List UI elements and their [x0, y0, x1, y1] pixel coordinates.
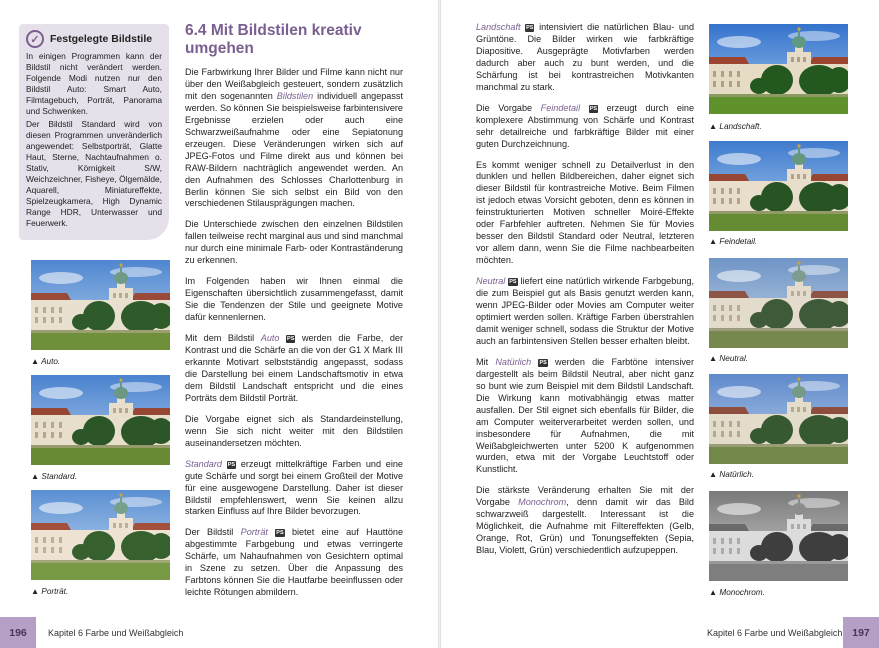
page-footer: Kapitel 6 Farbe und Weißabgleich	[48, 627, 184, 638]
paragraph: Mit Natürlich PS werden die Farbtöne intensiver dargestellt als beim Bildstil Neutral, aber nicht ganz so bunt wie zum Beispiel mit dem Bildstil Landschaft. Die Wirkung kann motivabhängig etwas matter ausfallen. Der Stil eignet sich ebenfalls für Bilder, die am Computer weiterverarbeitet werden sollen, und insbesondere für Aufnahmen, die mit Weißabgleichwerten unter 5200 K aufgenommen wurden, etwa mit der Vorgabe Leuchtstoff oder Kunstlicht.	[476, 356, 695, 475]
palace-image	[31, 260, 170, 350]
picture-style-icon: PS	[526, 25, 534, 31]
page-footer: Kapitel 6 Farbe und Weißabgleich	[707, 627, 843, 638]
paragraph: Die Vorgabe Feindetail PS erzeugt durch eine komplexere Abstimmung von Schärfe und Kontrast sehr detailreiche und farbkräftige Bilder mit einer guten Durchzeichnung.	[476, 102, 695, 149]
caption-finedetail: ▲ Feindetail.	[709, 237, 758, 246]
photo-portrait	[31, 490, 170, 580]
paragraph: Standard PS erzeugt mittelkräftige Farben und eine gute Schärfe und sorgt bei einem Großteil der Motive für eine ausgewogene Darstellung. Daher ist dieser Bildstil empfehlenswert, wenn Sie keinen allzu starken Einfluss auf Ihre Bilder bevorzugen.	[185, 458, 403, 517]
picture-style-icon: PS	[287, 336, 295, 343]
paragraph: Die Farbwirkung Ihrer Bilder und Filme kann nicht nur über den Weißabgleich gesteuert, sondern zusätzlich mit den sogenannten Bildstilen individuell angepasst werden. So können Sie beispielsweise farbintensivere Ergebnisse erzielen oder auch eine Schwarzweißaufnahme oder eine Sepiatonung erzeugen. Diese Veränderungen wirken sich auf JPEG-Fotos und Filme direkt aus und können bei RAW-Bildern nachträglich angewendet werden. An den Aufnahmen des Schlosses Charlottenburg in Berlin können Sie sich selbst ein Bild von den verschiedenen Stilausprägungen machen.	[185, 67, 403, 209]
palace-image	[709, 258, 848, 348]
info-box-text-2: Der Bildstil Standard wird von diesen Programmen unveränderlich angewendet: Selbstporträt, Glatte Haut, Sterne, Nachtaufnahmen o. Stativ, Körnigkeit S/W, Weichzeichner, Fisheye, Ölgemälde, Aquarell, Miniatureffekte, Spielzeugkamera, High Dynamic Range HDR, Unterwasser und Feuerwerk.	[26, 119, 162, 228]
picture-style-icon: PS	[589, 105, 598, 112]
photo-natural	[709, 374, 848, 464]
section-heading: 6.4 Mit Bildstilen kreativ umgehen	[185, 22, 362, 57]
paragraph: Der Bildstil Porträt PS bietet eine auf Hauttöne abgestimmte Farbgebung und etwas verringerte Schärfe, um Nahaufnahmen von Gesichtern optimal in Szene zu setzen. Über die Anpassung des Farbtons können Sie die Hautfarbe beeinflussen oder leichte Rötungen abmildern.	[185, 527, 403, 598]
paragraph: Die Vorgabe eignet sich als Standardeinstellung, wenn Sie sich nicht weiter mit den Bildstilen auseinandersetzen möchten.	[185, 413, 403, 448]
caption-landscape: ▲ Landschaft.	[709, 122, 762, 131]
caption-monochrome: ▲ Monochrom.	[709, 588, 765, 597]
picture-style-icon: PS	[509, 279, 517, 286]
caption-natural: ▲ Natürlich.	[709, 470, 754, 479]
checkmark-icon: ✓	[26, 30, 44, 48]
palace-image	[31, 375, 170, 465]
caption-portrait: ▲ Porträt.	[31, 587, 69, 596]
left-text-column	[185, 22, 403, 608]
picture-style-icon: PS	[539, 359, 547, 366]
info-box-header	[26, 30, 162, 48]
picture-style-icon: PS	[276, 530, 284, 537]
photo-landscape	[709, 24, 848, 114]
palace-image	[31, 490, 170, 580]
palace-image	[709, 24, 848, 114]
right-page	[441, 0, 879, 648]
photo-standard	[31, 375, 170, 465]
palace-image	[709, 491, 848, 581]
palace-image	[709, 374, 848, 464]
paragraph: Mit dem Bildstil Auto PS werden die Farbe, der Kontrast und die Schärfe an die von der G1 X Mark III erkannte Motivart selbstständig angepasst, sodass die Darstellung bei einem Landschaftsmotiv in etwa dem Bildstil Landschaft entspricht und die eines Porträts dem Bildstil Porträt.	[185, 333, 404, 403]
photo-finedetail	[709, 141, 848, 231]
page-number: 197	[843, 617, 879, 648]
picture-style-icon: PS	[227, 461, 236, 468]
paragraph: Neutral PS liefert eine natürlich wirkende Farbgebung, die zum Beispiel gut als Basis genutzt werden kann, wenn JPEG-Bilder oder Movies am Computer weiter optimiert werden sollen. Kräftige Farben überstrahlen damit weniger schnell, sodass die Struktur der Motive auch an farbintensiven Stellen besser erhalten bleibt.	[476, 276, 694, 346]
photo-neutral	[709, 258, 848, 348]
info-box	[19, 24, 169, 240]
caption-standard: ▲ Standard.	[31, 472, 77, 481]
paragraph: Im Folgenden haben wir Ihnen einmal die Eigenschaften übersichtlich zusammengefasst, damit Sie die Tendenzen der Stile und geeignete Motive dafür kennenlernen.	[185, 276, 403, 323]
info-box-text-1: In einigen Programmen kann der Bildstil nicht verändert werden. Folgende Modi nutzen nur den Bildstil Auto: Smart Auto, Filmtagebuch, Porträt, Panorama und Schwenken.	[26, 51, 162, 116]
paragraph: Die stärkste Veränderung erhalten Sie mit der Vorgabe Monochrom, denn damit wir das Bild schwarzweiß dargestellt. Interessant ist die Möglichkeit, die Aufnahme mit Filtereffekten (Gelb, Orange, Rot, Grün) und Tonungseffekten (Sepia, Blau, Violett, Grün) verschiedentlich aufzupeppen.	[476, 485, 694, 556]
caption-neutral: ▲ Neutral.	[709, 354, 749, 363]
palace-image	[709, 141, 848, 231]
info-box-title: Festgelegte Bildstile	[50, 33, 153, 45]
page-number: 196	[0, 617, 36, 648]
right-text-column	[476, 22, 694, 566]
paragraph: Landschaft PS intensiviert die natürlichen Blau- und Grüntöne. Die Bilder wirken wie farbkräftige Diapositive. Ausgeprägte Motivfarben werden dadurch aber auch zu bunt werden, und die Schärfung ist bei kontrastreichen Motivkanten manchmal zu stark.	[476, 22, 695, 92]
caption-auto: ▲ Auto.	[31, 357, 61, 366]
photo-monochrome	[709, 491, 848, 581]
paragraph: Die Unterschiede zwischen den einzelnen Bildstilen fallen teilweise recht marginal aus und sind manchmal nur durch eine minimale Farb- oder Kontraständerung zu erkennen.	[185, 219, 403, 266]
left-page	[0, 0, 438, 648]
paragraph: Es kommt weniger schnell zu Detailverlust in den dunklen und hellen Bildbereichen, daher eignet sich dieser Bildstil für kontrastreiche Motive. Beim Filmen ist jedoch etwas Vorsicht geboten, denn es können in feinstrukturierten Motiven schneller Moiré-Effekte oder Farbfehler auftreten. Nehmen Sie für Movies besser den Bildstil Standard oder Neutral, letzteren vor allem dann, wenn Sie die Filme nachbearbeiten möchten.	[476, 159, 694, 266]
photo-auto	[31, 260, 170, 350]
